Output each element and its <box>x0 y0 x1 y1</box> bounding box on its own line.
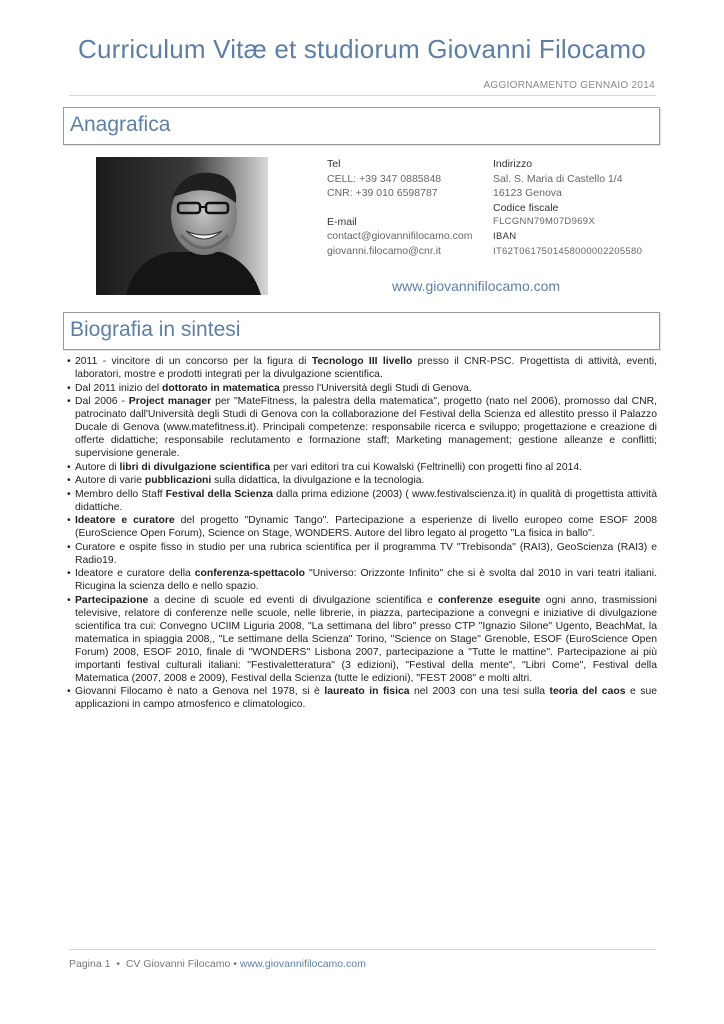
bio-item-highlight: Partecipazione <box>75 594 149 606</box>
bio-item <box>67 514 657 540</box>
portrait-image <box>96 157 268 295</box>
bio-item-text: Dal 2006 - <box>75 396 129 407</box>
iban-value: IT62T0617501458000002205580 <box>493 245 643 257</box>
email-secondary[interactable]: giovanni.filocamo@cnr.it <box>327 244 441 257</box>
footer-separator-2: • <box>233 958 237 970</box>
section-heading-anagrafica: Anagrafica <box>70 113 171 136</box>
bio-item-highlight: dottorato in matematica <box>162 382 280 394</box>
page-title: Curriculum Vitæ et studiorum Giovanni Filocamo <box>78 34 646 64</box>
footer-website-link[interactable]: www.giovannifilocamo.com <box>239 958 366 970</box>
bio-item-text: del progetto "Dynamic Tango". Partecipazione a esperienze di livello europeo come ESOF 2008 (EuroScience Open Forum), Science on Stage, WONDERS. Autore del libro legato al progetto "La fisica in ballo". <box>75 515 657 539</box>
email-primary[interactable]: contact@giovannifilocamo.com <box>327 230 473 243</box>
bio-item-highlight: conferenza-spettacolo <box>194 568 306 579</box>
bio-item-highlight: teoria del caos <box>549 686 626 697</box>
bio-item <box>67 461 657 474</box>
website-link[interactable]: www.giovannifilocamo.com <box>392 278 561 294</box>
footer-separator: • <box>116 958 120 970</box>
bio-item-highlight: libri di divulgazione scientifica <box>119 461 271 473</box>
bio-item <box>67 541 657 567</box>
header-divider <box>69 95 656 96</box>
bio-item-highlight: laureato in fisica <box>324 686 410 697</box>
bio-item <box>67 395 657 460</box>
codice-fiscale-value: FLCGNN79M07D969X <box>493 216 595 228</box>
bio-item-text: sulla didattica, la divulgazione e la tecnologia. <box>211 475 425 486</box>
bio-item <box>67 355 657 381</box>
cnr-number: CNR: +39 010 6598787 <box>327 187 438 200</box>
contact-phone-email <box>327 157 472 259</box>
bio-item-text: a decine di scuole ed eventi di divulgazione scientifica e <box>148 594 439 606</box>
codice-fiscale-label: Codice fiscale <box>493 201 559 214</box>
bio-item <box>67 474 657 487</box>
address-label: Indirizzo <box>493 158 533 170</box>
bio-item-text: presso l'Università degli Studi di Genova. <box>279 382 472 394</box>
bio-item-highlight: pubblicazioni <box>144 475 212 486</box>
section-anagrafica <box>63 107 660 145</box>
section-heading-biografia: Biografia in sintesi <box>70 318 241 341</box>
bio-item <box>67 488 657 514</box>
bio-item-highlight: Project manager <box>128 396 212 407</box>
bio-item-text: dalla prima edizione (2003) ( www.festivalscienza.it) in qualità di progettista attività didattiche. <box>75 488 657 513</box>
bio-item-highlight: Ideatore e curatore <box>75 515 175 526</box>
footer <box>69 958 366 970</box>
bio-item-text: presso il CNR-PSC. Progettista di attività, eventi, laboratori, mostre e prodotti integrati per la divulgazione scientifica. <box>75 356 657 380</box>
address-line1: Sal. S. Maria di Castello 1/4 <box>493 172 623 185</box>
bio-item-text: Membro dello Staff <box>75 488 166 500</box>
bio-item-text: ogni anno, trasmissioni televisive, relatore di conferenze nelle scuole, nelle librerie, in piazza, partecipazione a convegni e iniziative di divulgazione scientifica tra cui: Convegno UCIIM Liguria 2008, "La settimana del libro" presso CTP "Ignazio Silone" Ugento, BeachMat, la matematica in spiaggia 2008,, "Le settimane della Scienza" Torino, "Science on Stage" Grenoble, ESOF (EuroScience Open Forum) 2008, ESOF 2010, finale di "WONDERS" Lisbona 2007, partecipazione a "Tutte le mattine". Partecipazione ai più importanti festival culturali italiani: "Festivaletteratura" (3 edizioni), "Festival della mente", "Libri Come", Festival della Matematica (2007, 2008 e 2009), Festival della Scienza (tutte le edizioni), "FEST 2008" e molti altri. <box>75 594 657 684</box>
footer-name: CV Giovanni Filocamo <box>125 958 231 970</box>
bio-item-text: per vari editori tra cui Kowalski (Feltrinelli) con progetti fino al 2014. <box>270 461 583 473</box>
bio-item-text: e sue applicazioni in campo atmosferico e climatologico. <box>75 686 657 710</box>
bio-item-text: per "MateFitness, la palestra della matematica", progetto (nato nel 2006), promosso dal CNR, patrocinato dall'Università degli Studi di Genova con la collaborazione del Festival della Scienza ed allestito presso il Palazzo Ducale di Genova (www.matefitness.it). Principali competenze: responsabile ricerca e sviluppo; progettazione e creazione di offerte didattiche; responsabile reclutamento e formazione staff; Marketing management; gestione alleanze e conflitti; supervisione generale. <box>75 396 657 459</box>
contact-address <box>493 157 642 259</box>
bio-item-highlight: Festival della Scienza <box>165 488 274 500</box>
tel-label: Tel <box>327 158 341 170</box>
update-date: AGGIORNAMENTO GENNAIO 2014 <box>483 80 655 91</box>
bio-item <box>67 685 657 711</box>
bio-item-text: Curatore e ospite fisso in studio per una rubrica scientifica per il programma TV "Trebisonda" (RAI3), GeoScienza (RAI3) e Radio19. <box>75 541 657 566</box>
bio-item-text: Ideatore e curatore della <box>75 568 195 579</box>
bio-item-text: nel 2003 con una tesi sulla <box>409 686 550 697</box>
email-label: E-mail <box>327 215 357 228</box>
bio-item <box>67 567 657 593</box>
biography-list <box>67 355 657 712</box>
footer-divider <box>69 949 656 950</box>
bio-item-text: Dal 2011 inizio del <box>75 382 163 394</box>
bio-item-text: "Universo: Orizzonte Infinito" che si è svolta dal 2010 in vari teatri italiani. Ricugina la scienza dello e nello spazio. <box>75 568 657 592</box>
page-number: Pagina 1 <box>69 958 111 970</box>
cell-number: CELL: +39 347 0885848 <box>327 172 442 185</box>
address-line2: 16123 Genova <box>493 187 562 200</box>
profile-photo <box>96 157 268 295</box>
bio-item-text: Giovanni Filocamo è nato a Genova nel 1978, si è <box>75 686 325 697</box>
bio-item-text: Autore di <box>75 461 120 473</box>
bio-item-highlight: Tecnologo III livello <box>311 356 413 367</box>
bio-item <box>67 382 657 395</box>
iban-label: IBAN <box>493 230 517 242</box>
bio-item <box>67 594 657 685</box>
section-biografia <box>63 312 660 350</box>
bio-item-highlight: conferenze eseguite <box>438 594 541 606</box>
bio-item-text: Autore di varie <box>75 475 145 486</box>
bio-item-text: 2011 - vincitore di un concorso per la figura di <box>75 356 312 367</box>
